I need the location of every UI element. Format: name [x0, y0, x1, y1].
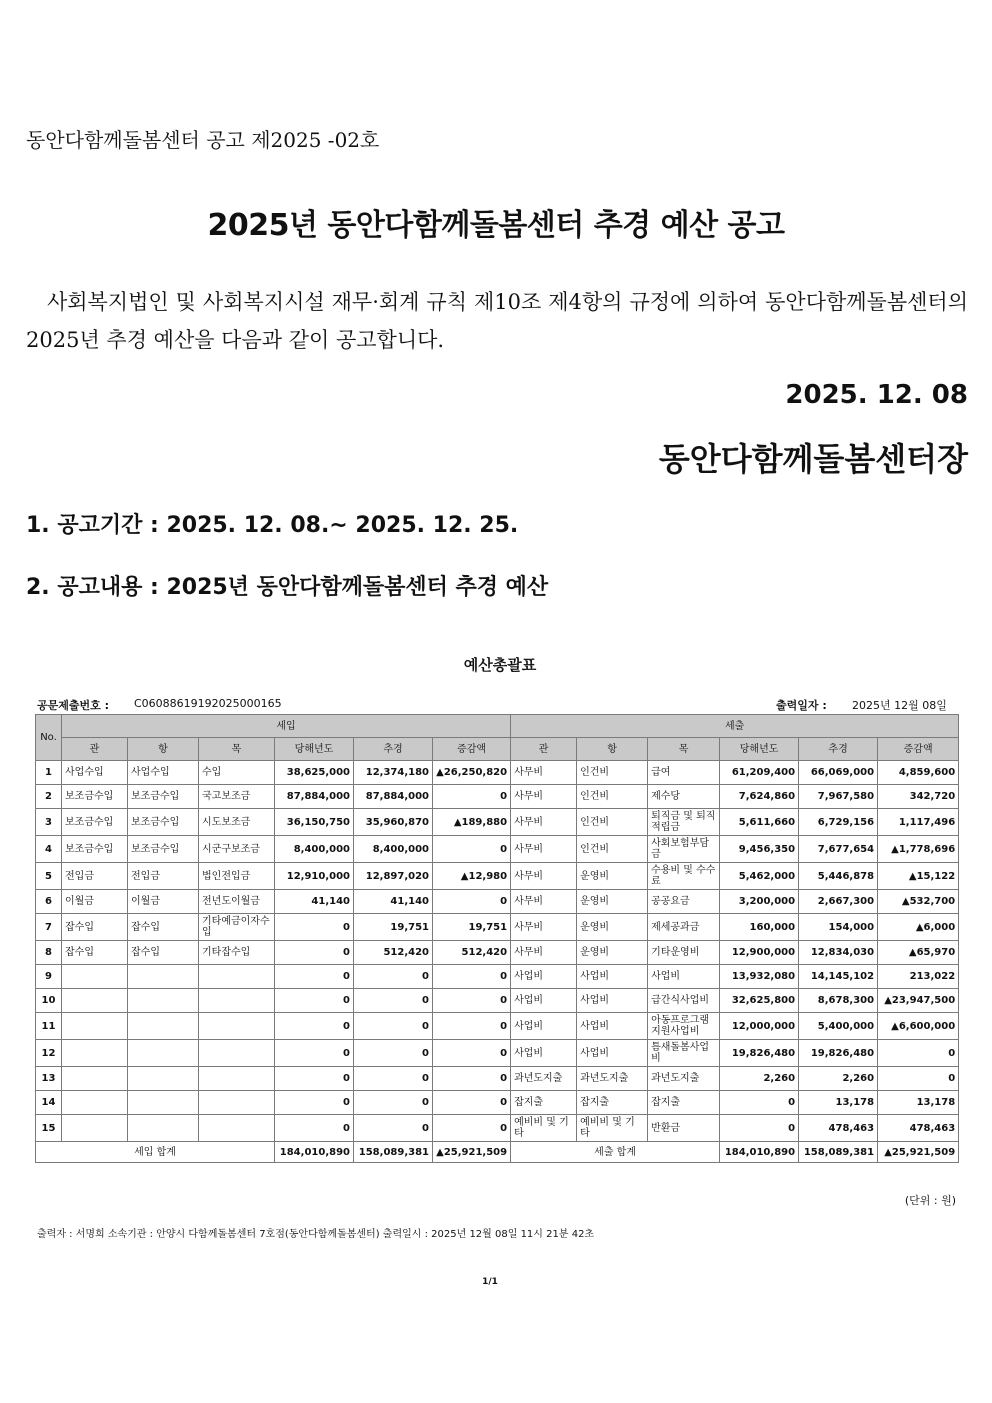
cell-e-supp: 6,729,156	[799, 809, 878, 836]
cell-r-gwan: 보조금수입	[62, 836, 128, 863]
cell-r-diff: 0	[433, 989, 511, 1013]
cell-e-gwan: 사무비	[511, 809, 577, 836]
submission-number-value: C0608861919202500016​5	[134, 697, 282, 710]
cell-e-mok: 틈새돌봄사업비	[648, 1040, 720, 1067]
cell-r-prev: 0	[275, 914, 354, 941]
cell-no: 15	[36, 1115, 62, 1142]
cell-r-hang: 보조금수입	[128, 785, 199, 809]
cell-e-diff: 0	[878, 1067, 959, 1091]
cell-r-hang	[128, 989, 199, 1013]
cell-e-supp: 5,446,878	[799, 863, 878, 890]
cell-r-hang: 사업수입	[128, 761, 199, 785]
cell-r-hang: 잡수입	[128, 941, 199, 965]
cell-e-mok: 퇴직금 및 퇴직적립금	[648, 809, 720, 836]
page-title: 2025년 동안다함께돌봄센터 추경 예산 공고	[207, 208, 785, 243]
cell-r-prev: 0	[275, 1013, 354, 1040]
cell-no: 12	[36, 1040, 62, 1067]
cell-r-mok: 국고보조금	[199, 785, 275, 809]
cell-e-prev: 13,932,080	[720, 965, 799, 989]
cell-e-hang: 운영비	[577, 941, 648, 965]
table-row	[36, 1013, 959, 1040]
cell-e-mok: 급여	[648, 761, 720, 785]
cell-e-gwan: 사무비	[511, 863, 577, 890]
cell-r-gwan	[62, 1067, 128, 1091]
cell-e-mok: 아동프로그램지원사업비	[648, 1013, 720, 1040]
cell-r-prev: 8,400,000	[275, 836, 354, 863]
cell-e-diff: ▲23,947,500	[878, 989, 959, 1013]
cell-r-diff: 0	[433, 785, 511, 809]
table-row	[36, 989, 959, 1013]
cell-no: 8	[36, 941, 62, 965]
cell-r-gwan	[62, 965, 128, 989]
cell-no: 14	[36, 1091, 62, 1115]
cell-e-gwan: 사업비	[511, 965, 577, 989]
table-row	[36, 1040, 959, 1067]
cell-r-diff: 0	[433, 1091, 511, 1115]
cell-r-supp: 87,884,000	[354, 785, 433, 809]
cell-r-diff: 0	[433, 1067, 511, 1091]
cell-r-supp: 0	[354, 1115, 433, 1142]
cell-no: 1	[36, 761, 62, 785]
cell-no: 6	[36, 890, 62, 914]
header-expense-supp: 추경	[799, 738, 878, 761]
cell-e-diff: 478,463	[878, 1115, 959, 1142]
cell-no: 9	[36, 965, 62, 989]
cell-e-gwan: 사무비	[511, 785, 577, 809]
cell-e-mok: 반환금	[648, 1115, 720, 1142]
cell-e-gwan: 사무비	[511, 941, 577, 965]
cell-r-hang	[128, 1040, 199, 1067]
header-revenue-prev: 당해년도	[275, 738, 354, 761]
table-row	[36, 863, 959, 890]
cell-e-diff: 342,720	[878, 785, 959, 809]
cell-r-mok	[199, 1067, 275, 1091]
cell-r-mok	[199, 1013, 275, 1040]
cell-no: 7	[36, 914, 62, 941]
cell-r-gwan: 보조금수입	[62, 809, 128, 836]
header-revenue-hang: 항	[128, 738, 199, 761]
cell-e-diff: ▲6,600,000	[878, 1013, 959, 1040]
cell-e-supp: 2,260	[799, 1067, 878, 1091]
cell-e-prev: 5,611,660	[720, 809, 799, 836]
header-revenue-supp: 추경	[354, 738, 433, 761]
print-footer: 출력자 : 서명희 소속기관 : 안양시 다함께돌봄센터 7호점(동안다함께돌봄센터) 출력일시 : 2025년 12월 08일 11시 21분 42초	[37, 1229, 595, 1240]
table-row	[36, 836, 959, 863]
cell-e-gwan: 사업비	[511, 1013, 577, 1040]
cell-r-gwan	[62, 1040, 128, 1067]
cell-r-hang: 보조금수입	[128, 809, 199, 836]
cell-r-supp: 0	[354, 1040, 433, 1067]
cell-e-supp: 7,967,580	[799, 785, 878, 809]
header-revenue-mok: 목	[199, 738, 275, 761]
cell-no: 3	[36, 809, 62, 836]
cell-e-gwan: 사무비	[511, 761, 577, 785]
cell-e-supp: 7,677,654	[799, 836, 878, 863]
cell-e-hang: 사업비	[577, 1040, 648, 1067]
cell-e-mok: 급간식사업비	[648, 989, 720, 1013]
revenue-total-supp: 158,089,381	[354, 1142, 433, 1163]
cell-r-gwan	[62, 1115, 128, 1142]
cell-e-mok: 사업비	[648, 965, 720, 989]
cell-r-supp: 8,400,000	[354, 836, 433, 863]
cell-e-diff: 4,859,600	[878, 761, 959, 785]
header-expense-gwan: 관	[511, 738, 577, 761]
cell-e-supp: 154,000	[799, 914, 878, 941]
cell-r-supp: 0	[354, 1067, 433, 1091]
cell-r-prev: 0	[275, 1040, 354, 1067]
cell-e-diff: 1,117,496	[878, 809, 959, 836]
cell-r-gwan	[62, 1013, 128, 1040]
cell-e-mok: 수용비 및 수수료	[648, 863, 720, 890]
budget-table-body	[36, 761, 959, 1142]
cell-r-mok: 수입	[199, 761, 275, 785]
cell-r-prev: 0	[275, 989, 354, 1013]
cell-e-gwan: 사무비	[511, 890, 577, 914]
cell-e-prev: 3,200,000	[720, 890, 799, 914]
cell-r-prev: 41,140	[275, 890, 354, 914]
cell-r-diff: ▲12,980	[433, 863, 511, 890]
cell-r-gwan	[62, 989, 128, 1013]
organization-head: 동안다함께돌봄센터장	[658, 440, 968, 478]
cell-r-mok	[199, 1091, 275, 1115]
cell-no: 11	[36, 1013, 62, 1040]
cell-r-prev: 0	[275, 1115, 354, 1142]
cell-r-mok	[199, 1040, 275, 1067]
page-number: 1/1	[482, 1277, 498, 1287]
announcement-date: 2025. 12. 08	[785, 380, 968, 410]
cell-r-supp: 512,420	[354, 941, 433, 965]
totals-row	[36, 1142, 959, 1163]
cell-e-mok: 제세공과금	[648, 914, 720, 941]
table-row	[36, 809, 959, 836]
cell-e-hang: 예비비 및 기타	[577, 1115, 648, 1142]
cell-r-gwan: 잡수입	[62, 914, 128, 941]
expense-total-diff: ▲25,921,509	[878, 1142, 959, 1163]
cell-r-gwan	[62, 1091, 128, 1115]
cell-e-supp: 2,667,300	[799, 890, 878, 914]
cell-r-diff: 0	[433, 965, 511, 989]
cell-r-hang: 잡수입	[128, 914, 199, 941]
cell-r-supp: 0	[354, 965, 433, 989]
cell-r-prev: 0	[275, 941, 354, 965]
cell-e-supp: 478,463	[799, 1115, 878, 1142]
cell-r-supp: 19,751	[354, 914, 433, 941]
cell-e-supp: 12,834,030	[799, 941, 878, 965]
cell-r-mok	[199, 965, 275, 989]
table-row	[36, 965, 959, 989]
document-number: 동안다함께돌봄센터 공고 제2025 -02호	[26, 128, 380, 152]
cell-e-mok: 사회보험부담금	[648, 836, 720, 863]
revenue-total-label: 세입 합계	[36, 1142, 275, 1163]
cell-r-diff: 0	[433, 890, 511, 914]
cell-e-mok: 잡지출	[648, 1091, 720, 1115]
cell-e-prev: 5,462,000	[720, 863, 799, 890]
cell-e-hang: 운영비	[577, 890, 648, 914]
table-row	[36, 941, 959, 965]
cell-e-prev: 61,209,400	[720, 761, 799, 785]
cell-r-supp: 0	[354, 1013, 433, 1040]
cell-r-hang	[128, 1067, 199, 1091]
header-revenue: 세입	[62, 715, 511, 738]
print-date-label: 출력일자 :	[776, 699, 827, 712]
cell-r-diff: 0	[433, 1115, 511, 1142]
cell-r-prev: 87,884,000	[275, 785, 354, 809]
cell-r-prev: 12,910,000	[275, 863, 354, 890]
cell-r-gwan: 전입금	[62, 863, 128, 890]
cell-e-hang: 과년도지출	[577, 1067, 648, 1091]
cell-r-hang: 이월금	[128, 890, 199, 914]
cell-e-diff: 13,178	[878, 1091, 959, 1115]
cell-e-prev: 9,456,350	[720, 836, 799, 863]
cell-e-hang: 운영비	[577, 914, 648, 941]
cell-r-prev: 36,150,750	[275, 809, 354, 836]
cell-r-supp: 41,140	[354, 890, 433, 914]
header-expense-diff: 증감액	[878, 738, 959, 761]
cell-e-prev: 12,900,000	[720, 941, 799, 965]
cell-r-hang	[128, 965, 199, 989]
expense-total-label: 세출 합계	[511, 1142, 720, 1163]
submission-number-label: 공문제출번호 :	[37, 699, 109, 712]
cell-e-gwan: 잡지출	[511, 1091, 577, 1115]
cell-r-hang	[128, 1013, 199, 1040]
cell-r-supp: 0	[354, 989, 433, 1013]
cell-r-diff: ▲26,250,820	[433, 761, 511, 785]
cell-r-supp: 35,960,870	[354, 809, 433, 836]
header-expense: 세출	[511, 715, 959, 738]
cell-e-diff: 0	[878, 1040, 959, 1067]
cell-r-mok: 전년도이월금	[199, 890, 275, 914]
cell-e-mok: 과년도지출	[648, 1067, 720, 1091]
cell-r-diff: 0	[433, 1040, 511, 1067]
cell-r-supp: 0	[354, 1091, 433, 1115]
cell-e-prev: 0	[720, 1091, 799, 1115]
header-expense-hang: 항	[577, 738, 648, 761]
table-row	[36, 1067, 959, 1091]
header-revenue-diff: 증감액	[433, 738, 511, 761]
cell-r-supp: 12,897,020	[354, 863, 433, 890]
header-no: No.	[36, 715, 62, 761]
table-row	[36, 761, 959, 785]
cell-e-supp: 14,145,102	[799, 965, 878, 989]
cell-r-mok	[199, 1115, 275, 1142]
cell-r-prev: 0	[275, 965, 354, 989]
cell-e-hang: 인건비	[577, 761, 648, 785]
cell-r-hang	[128, 1115, 199, 1142]
cell-no: 13	[36, 1067, 62, 1091]
cell-r-diff: ▲189,880	[433, 809, 511, 836]
unit-note: (단위 : 원)	[904, 1194, 956, 1207]
cell-e-gwan: 사업비	[511, 1040, 577, 1067]
cell-r-mok: 시군구보조금	[199, 836, 275, 863]
cell-e-gwan: 예비비 및 기타	[511, 1115, 577, 1142]
table-row	[36, 785, 959, 809]
expense-total-supp: 158,089,381	[799, 1142, 878, 1163]
cell-r-mok: 시도보조금	[199, 809, 275, 836]
cell-e-gwan: 사무비	[511, 836, 577, 863]
cell-r-prev: 0	[275, 1067, 354, 1091]
table-row	[36, 890, 959, 914]
cell-r-hang: 전입금	[128, 863, 199, 890]
cell-e-diff: ▲6,000	[878, 914, 959, 941]
cell-e-hang: 인건비	[577, 809, 648, 836]
cell-no: 5	[36, 863, 62, 890]
cell-e-diff: 213,022	[878, 965, 959, 989]
cell-e-gwan: 사업비	[511, 989, 577, 1013]
cell-e-supp: 13,178	[799, 1091, 878, 1115]
cell-e-hang: 사업비	[577, 1013, 648, 1040]
cell-r-diff: 0	[433, 836, 511, 863]
revenue-total-diff: ▲25,921,509	[433, 1142, 511, 1163]
cell-e-prev: 12,000,000	[720, 1013, 799, 1040]
cell-e-diff: ▲532,700	[878, 890, 959, 914]
cell-e-gwan: 사무비	[511, 914, 577, 941]
cell-r-hang: 보조금수입	[128, 836, 199, 863]
cell-r-diff: 19,751	[433, 914, 511, 941]
cell-e-mok: 공공요금	[648, 890, 720, 914]
cell-e-supp: 66,069,000	[799, 761, 878, 785]
header-expense-prev: 당해년도	[720, 738, 799, 761]
cell-r-mok: 기타예금이자수입	[199, 914, 275, 941]
cell-r-supp: 12,374,180	[354, 761, 433, 785]
expense-total-prev: 184,010,890	[720, 1142, 799, 1163]
cell-r-gwan: 사업수입	[62, 761, 128, 785]
cell-e-prev: 2,260	[720, 1067, 799, 1091]
header-revenue-gwan: 관	[62, 738, 128, 761]
cell-r-prev: 0	[275, 1091, 354, 1115]
cell-r-gwan: 잡수입	[62, 941, 128, 965]
cell-r-gwan: 이월금	[62, 890, 128, 914]
cell-r-prev: 38,625,000	[275, 761, 354, 785]
cell-e-gwan: 과년도지출	[511, 1067, 577, 1091]
cell-e-diff: ▲15,122	[878, 863, 959, 890]
cell-e-mok: 기타운영비	[648, 941, 720, 965]
cell-e-supp: 19,826,480	[799, 1040, 878, 1067]
cell-e-hang: 잡지출	[577, 1091, 648, 1115]
cell-e-hang: 사업비	[577, 965, 648, 989]
cell-e-mok: 제수당	[648, 785, 720, 809]
cell-r-mok: 법인전입금	[199, 863, 275, 890]
announcement-body	[26, 283, 968, 359]
cell-e-supp: 8,678,300	[799, 989, 878, 1013]
budget-summary-table	[35, 714, 959, 1163]
cell-r-diff: 0	[433, 1013, 511, 1040]
header-expense-mok: 목	[648, 738, 720, 761]
budget-summary-title: 예산총괄표	[463, 656, 537, 674]
cell-no: 2	[36, 785, 62, 809]
cell-no: 10	[36, 989, 62, 1013]
cell-e-diff: ▲65,970	[878, 941, 959, 965]
cell-e-hang: 인건비	[577, 785, 648, 809]
cell-e-prev: 32,625,800	[720, 989, 799, 1013]
table-row	[36, 914, 959, 941]
revenue-total-prev: 184,010,890	[275, 1142, 354, 1163]
cell-e-prev: 160,000	[720, 914, 799, 941]
cell-r-mok	[199, 989, 275, 1013]
cell-e-diff: ▲1,778,696	[878, 836, 959, 863]
table-row	[36, 1115, 959, 1142]
cell-r-hang	[128, 1091, 199, 1115]
cell-e-prev: 0	[720, 1115, 799, 1142]
table-row	[36, 1091, 959, 1115]
cell-e-supp: 5,400,000	[799, 1013, 878, 1040]
cell-e-hang: 운영비	[577, 863, 648, 890]
body-text: 사회복지법인 및 사회복지시설 재무·회계 규칙 제10조 제4항의 규정에 의하여 동안다함께돌봄센터의 2025년 추경 예산을 다음과 같이 공고합니다.	[26, 290, 968, 352]
announcement-period: 1. 공고기간 : 2025. 12. 08.~ 2025. 12. 25.	[26, 513, 519, 538]
cell-no: 4	[36, 836, 62, 863]
cell-e-hang: 인건비	[577, 836, 648, 863]
cell-r-mok: 기타잡수입	[199, 941, 275, 965]
print-date-value: 2025년 12월 08일	[852, 699, 947, 712]
cell-e-hang: 사업비	[577, 989, 648, 1013]
cell-e-prev: 19,826,480	[720, 1040, 799, 1067]
announcement-content: 2. 공고내용 : 2025년 동안다함께돌봄센터 추경 예산	[26, 575, 549, 600]
cell-r-diff: 512,420	[433, 941, 511, 965]
cell-r-gwan: 보조금수입	[62, 785, 128, 809]
cell-e-prev: 7,624,860	[720, 785, 799, 809]
